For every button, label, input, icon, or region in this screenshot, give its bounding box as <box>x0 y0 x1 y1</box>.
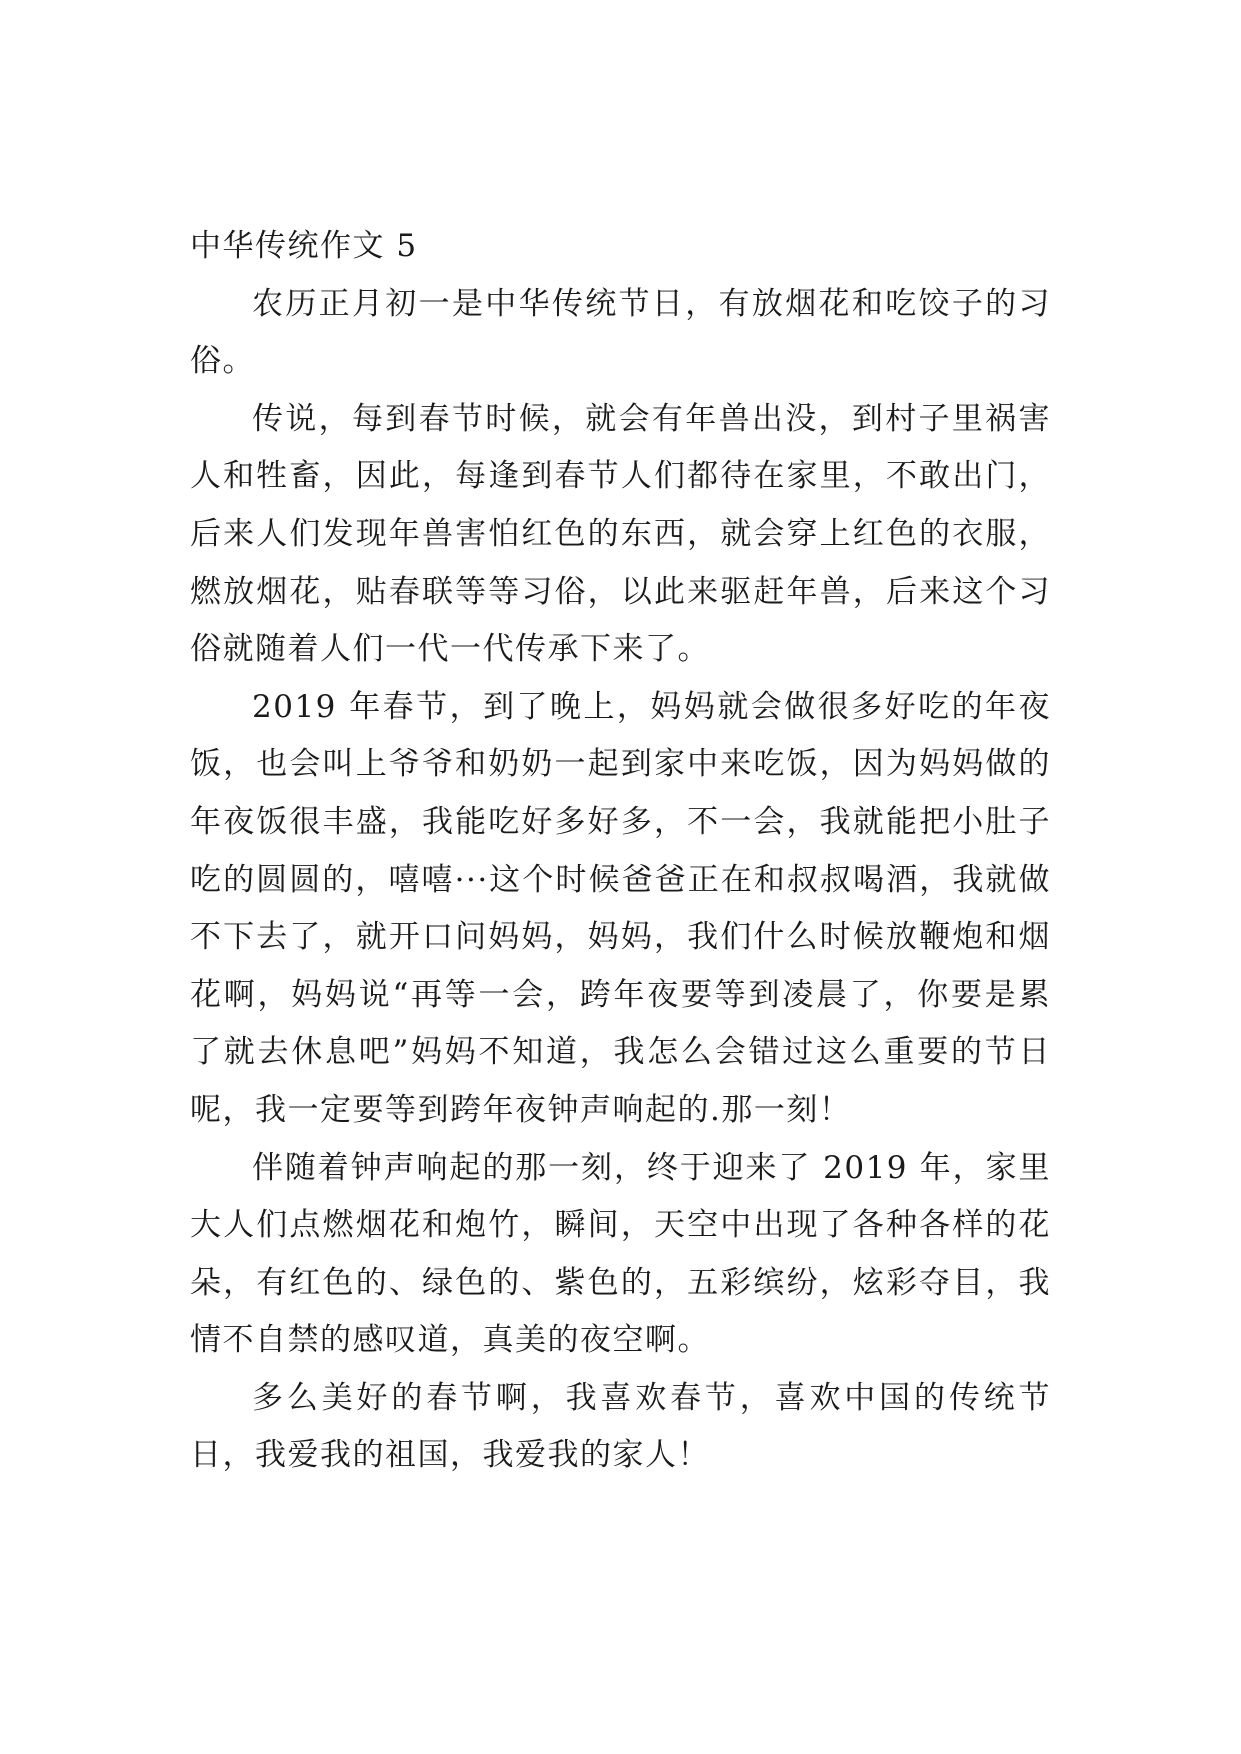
paragraph-4: 伴随着钟声响起的那一刻，终于迎来了 2019 年，家里大人们点燃烟花和炮竹，瞬间，天空中出现了各种各样的花朵，有红色的、绿色的、紫色的，五彩缤纷，炫彩夺目，我情不自禁的感叹道，真美的夜空啊。 <box>190 1149 1051 1359</box>
paragraph-1: 农历正月初一是中华传统节日，有放烟花和吃饺子的习俗。 <box>190 285 1051 380</box>
document-body <box>190 218 1051 1485</box>
paragraph-3: 2019 年春节，到了晚上，妈妈就会做很多好吃的年夜饭，也会叫上爷爷和奶奶一起到家中来吃饭，因为妈妈做的年夜饭很丰盛，我能吃好多好多，不一会，我就能把小肚子吃的圆圆的，嘻嘻···这个时候爸爸正在和叔叔喝酒，我就做不下去了，就开口问妈妈，妈妈，我们什么时候放鞭炮和烟花啊，妈妈说“再等一会，跨年夜要等到凌晨了，你要是累了就去休息吧”妈妈不知道，我怎么会错过这么重要的节日呢，我一定要等到跨年夜钟声响起的.那一刻！ <box>190 688 1051 1128</box>
document-title: 中华传统作文 5 <box>190 228 418 264</box>
paragraph-2: 传说，每到春节时候，就会有年兽出没，到村子里祸害人和牲畜，因此，每逢到春节人们都待在家里，不敢出门，后来人们发现年兽害怕红色的东西，就会穿上红色的衣服，燃放烟花，贴春联等等习俗，以此来驱赶年兽，后来这个习俗就随着人们一代一代传承下来了。 <box>190 400 1051 668</box>
paragraph-5: 多么美好的春节啊，我喜欢春节，喜欢中国的传统节日，我爱我的祖国，我爱我的家人！ <box>190 1379 1051 1474</box>
